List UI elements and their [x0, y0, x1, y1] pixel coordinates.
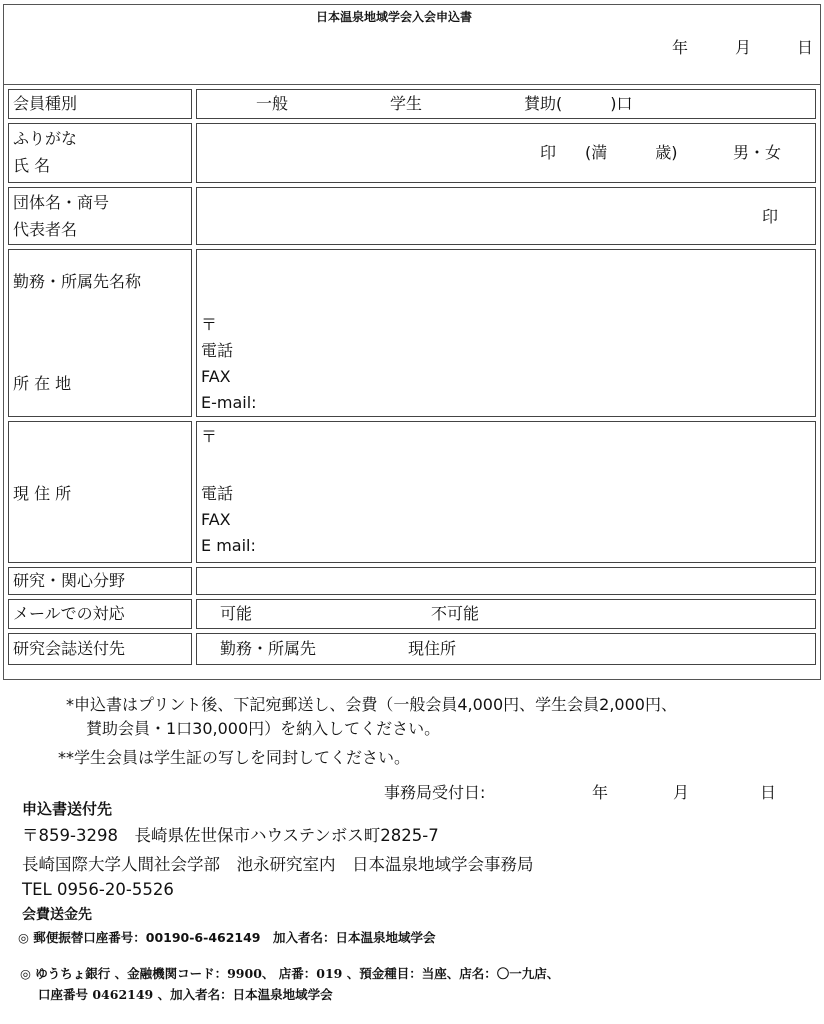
note-line-2: 賛助会員・1口30,000円）を納入してください。: [86, 719, 441, 738]
work-address-label: 所 在 地: [13, 374, 72, 393]
home-label: 現 住 所: [13, 484, 72, 503]
work-value-cell[interactable]: [196, 249, 816, 417]
work-tel: 電話: [201, 341, 234, 360]
payment-bank-1: ◎ ゆうちょ銀行 、金融機関コード：9900、 店番：019 、預金種目：当座、店名：〇一九店、: [20, 966, 560, 981]
email-ok-yes[interactable]: 可能: [220, 604, 253, 623]
work-postal: 〒: [201, 315, 218, 334]
group-seal: 印: [762, 207, 779, 226]
name-seal: 印: [540, 143, 557, 162]
name-label: 氏 名: [13, 156, 51, 175]
mailing-home[interactable]: 現住所: [408, 639, 457, 658]
date-day: 日: [797, 38, 814, 57]
home-postal: 〒: [201, 427, 218, 446]
name-gender[interactable]: 男・女: [733, 143, 782, 162]
research-label: 研究・関心分野: [13, 571, 126, 590]
note-line-3: **学生会員は学生証の写しを同封してください。: [58, 748, 411, 767]
office-day: 日: [760, 783, 777, 802]
office-receipt-label: 事務局受付日:: [384, 783, 486, 802]
email-ok-label: メールでの対応: [13, 604, 125, 623]
name-age: (満 歳): [585, 143, 678, 162]
office-year: 年: [592, 783, 609, 802]
payment-heading: 会費送金先: [22, 907, 92, 923]
date-year: 年: [672, 38, 689, 57]
send-to-address-2: 長崎国際大学人間社会学部 池永研究室内 日本温泉地域学会事務局: [22, 855, 534, 874]
group-label-2: 代表者名: [13, 220, 78, 239]
name-value-cell[interactable]: [196, 123, 816, 183]
member-type-general[interactable]: 一般: [256, 94, 289, 113]
research-value-cell[interactable]: [196, 567, 816, 595]
date-month: 月: [735, 38, 752, 57]
work-email: E-mail:: [201, 393, 257, 412]
home-value-cell[interactable]: [196, 421, 816, 563]
home-tel: 電話: [201, 484, 234, 503]
mailing-label: 研究会誌送付先: [13, 639, 126, 658]
mailing-work[interactable]: 勤務・所属先: [220, 639, 317, 658]
member-type-student[interactable]: 学生: [390, 94, 423, 113]
office-month: 月: [673, 783, 690, 802]
member-type-value-cell[interactable]: [196, 89, 816, 119]
home-fax: FAX: [201, 510, 231, 529]
furigana-label: ふりがな: [13, 129, 78, 148]
payment-bank-2: 口座番号 0462149 、加入者名：日本温泉地域学会: [38, 987, 333, 1002]
send-to-address-1: 〒859-3298 長崎県佐世保市ハウステンボス町2825-7: [22, 826, 439, 845]
payment-postal: ◎ 郵便振替口座番号：00190-6-462149 加入者名：日本温泉地域学会: [18, 930, 436, 945]
note-line-1: *申込書はプリント後、下記宛郵送し、会費（一般会員4,000円、学生会員2,000円、: [66, 695, 677, 714]
group-label-1: 団体名・商号: [13, 193, 110, 212]
form-title: 日本温泉地域学会入会申込書: [316, 10, 473, 24]
send-to-tel: TEL 0956-20-5526: [22, 880, 174, 899]
email-ok-no[interactable]: 不可能: [431, 604, 480, 623]
member-type-supporting[interactable]: 賛助( )口: [524, 94, 633, 113]
home-email: E mail:: [201, 536, 256, 555]
group-value-cell[interactable]: [196, 187, 816, 245]
member-type-label: 会員種別: [13, 94, 78, 113]
work-fax: FAX: [201, 367, 231, 386]
email-ok-value-cell[interactable]: [196, 599, 816, 629]
work-name-label: 勤務・所属先名称: [13, 272, 142, 291]
send-to-heading: 申込書送付先: [22, 800, 113, 818]
